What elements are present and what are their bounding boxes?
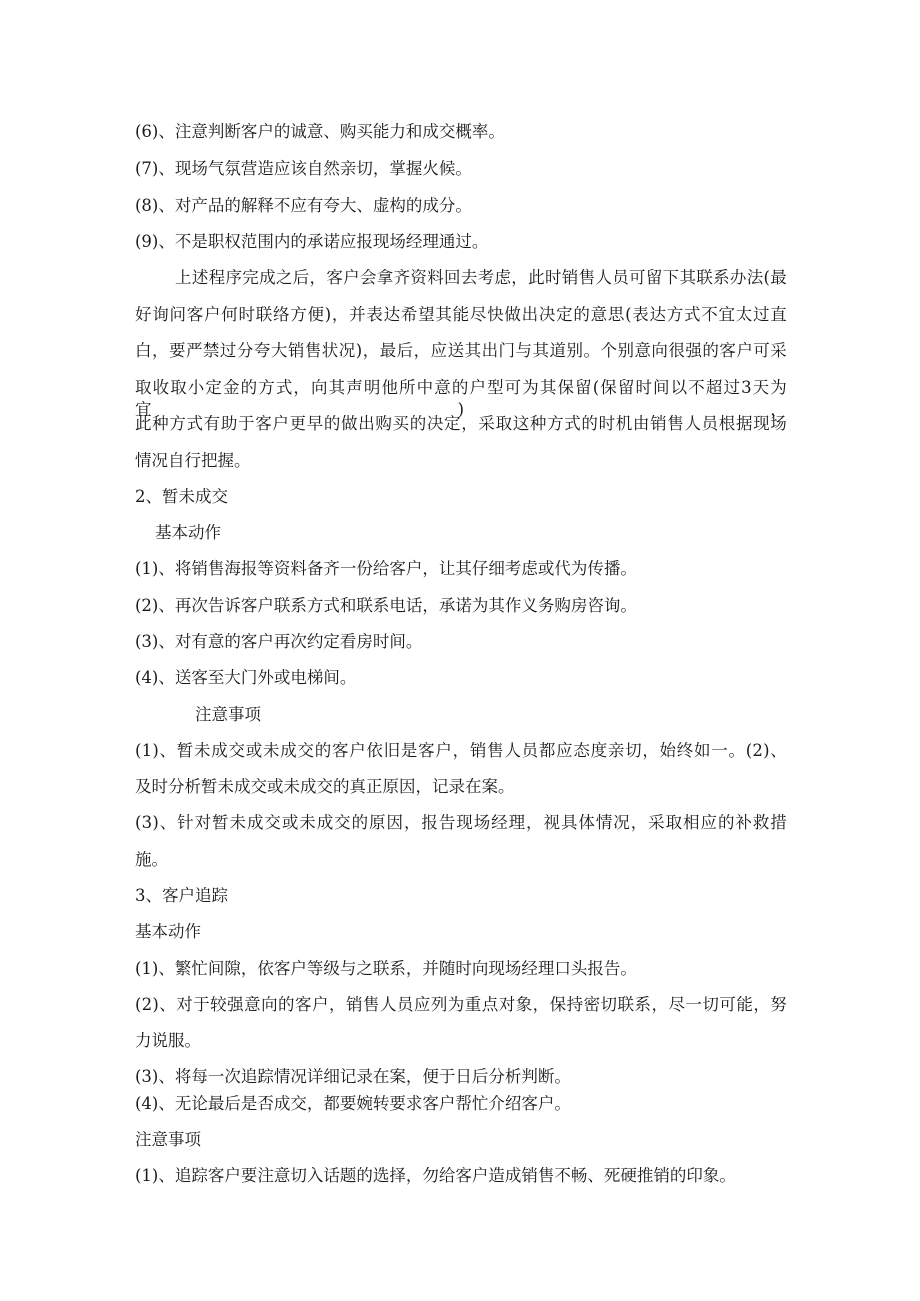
list-item: (2)、对于较强意向的客户，销售人员应列为重点对象，保持密切联系，尽一切可能，努 — [135, 995, 787, 1014]
list-item: (1)、将销售海报等资料备齐一份给客户，让其仔细考虑或代为传播。 — [135, 559, 637, 578]
subheading: 注意事项 — [135, 1130, 201, 1149]
list-item: (3)、将每一次追踪情况详细记录在案，便于日后分析判断。 — [135, 1067, 571, 1086]
paragraph-line: 好询问客户何时联络方便)，并表达希望其能尽快做出决定的意思(表达方式不宜太过直 — [135, 305, 787, 324]
list-item: 力说服。 — [135, 1031, 201, 1050]
list-item: (3)、对有意的客户再次约定看房时间。 — [135, 632, 423, 651]
list-item: (1)、繁忙间隙，依客户等级与之联系，并随时向现场经理口头报告。 — [135, 959, 637, 978]
subheading: 基本动作 — [135, 922, 201, 941]
subheading: 基本动作 — [155, 523, 221, 542]
list-item: (4)、送客至大门外或电梯间。 — [135, 668, 357, 687]
list-item: 施。 — [135, 850, 168, 869]
paragraph-line: 取收取小定金的方式，向其声明他所中意的户型可为其保留(保留时间以不超过3天为宜)， — [135, 378, 787, 419]
list-item: (2)、再次告诉客户联系方式和联系电话，承诺为其作义务购房咨询。 — [135, 596, 637, 615]
paragraph-line: 情况自行把握。 — [135, 451, 251, 470]
list-item: (9)、不是职权范围内的承诺应报现场经理通过。 — [135, 232, 489, 251]
list-item: (8)、对产品的解释不应有夸大、虚构的成分。 — [135, 196, 472, 215]
subheading: 注意事项 — [195, 705, 261, 724]
list-item: 及时分析暂未成交或未成交的真正原因，记录在案。 — [135, 777, 515, 796]
paragraph-line: 此种方式有助于客户更早的做出购买的决定，采取这种方式的时机由销售人员根据现场 — [135, 414, 787, 433]
paragraph-line: 白，要严禁过分夸大销售状况)，最后，应送其出门与其道别。个别意向很强的客户可采 — [135, 341, 787, 360]
list-item: (3)、针对暂未成交或未成交的原因，报告现场经理，视具体情况，采取相应的补救措 — [135, 813, 787, 832]
section-heading: 3、客户追踪 — [135, 886, 228, 905]
list-item: (1)、暂未成交或未成交的客户依旧是客户，销售人员都应态度亲切，始终如一。(2)、 — [135, 741, 787, 760]
paragraph-line: 上述程序完成之后，客户会拿齐资料回去考虑，此时销售人员可留下其联系办法(最 — [175, 268, 787, 287]
section-heading: 2、暂未成交 — [135, 487, 228, 506]
list-item: (6)、注意判断客户的诚意、购买能力和成交概率。 — [135, 122, 505, 141]
list-item: (7)、现场气氛营造应该自然亲切，掌握火候。 — [135, 159, 472, 178]
list-item: (4)、无论最后是否成交，都要婉转要求客户帮忙介绍客户。 — [135, 1094, 571, 1113]
list-item: (1)、追踪客户要注意切入话题的选择，勿给客户造成销售不畅、死硬推销的印象。 — [135, 1166, 736, 1185]
